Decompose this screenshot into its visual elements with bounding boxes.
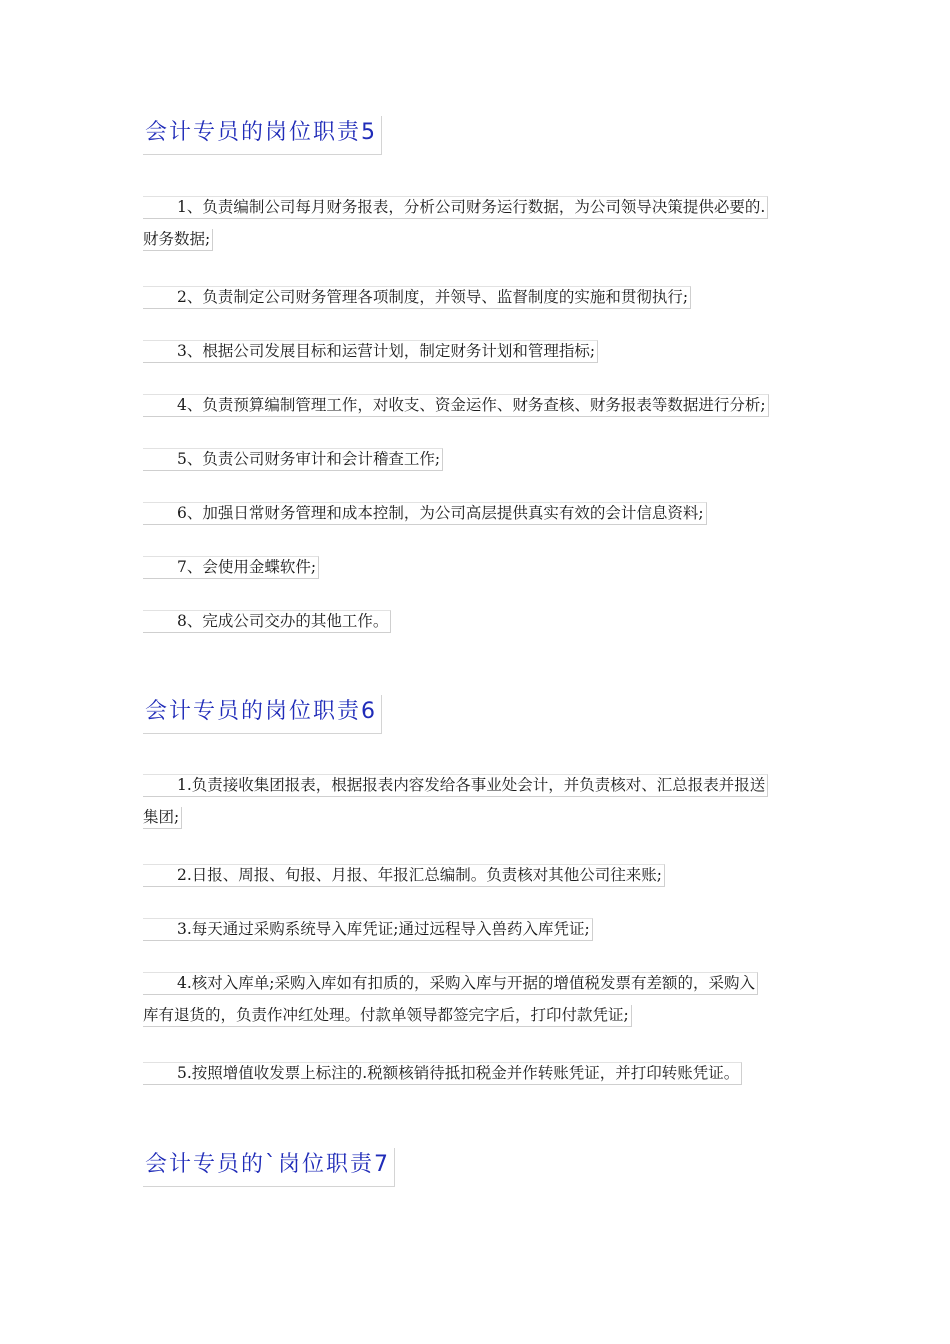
paragraph-5-8 bbox=[143, 610, 391, 633]
paragraph-line: 4.核对入库单;采购入库如有扣质的，采购入库与开据的增值税发票有差额的，采购入 bbox=[143, 972, 758, 995]
paragraph-line: 1.负责接收集团报表，根据报表内容发给各事业处会计，并负责核对、汇总报表并报送 bbox=[143, 774, 768, 797]
paragraph-5-3 bbox=[143, 340, 598, 363]
paragraph-6-1 bbox=[143, 774, 768, 829]
paragraph-line: 财务数据; bbox=[143, 229, 213, 251]
paragraph-line: 2.日报、周报、旬报、月报、年报汇总编制。负责核对其他公司往来账; bbox=[143, 864, 665, 887]
paragraph-5-5 bbox=[143, 448, 443, 471]
paragraph-5-2 bbox=[143, 286, 691, 309]
paragraph-6-3 bbox=[143, 918, 593, 941]
paragraph-line: 5、负责公司财务审计和会计稽查工作; bbox=[143, 448, 443, 471]
paragraph-line: 库有退货的，负责作冲红处理。付款单领导都签完字后，打印付款凭证; bbox=[143, 1005, 632, 1027]
paragraph-line: 3.每天通过采购系统导入库凭证;通过远程导入兽药入库凭证; bbox=[143, 918, 593, 941]
section-heading-6: 会计专员的岗位职责6 bbox=[143, 695, 382, 734]
paragraph-line: 4、负责预算编制管理工作，对收支、资金运作、财务查核、财务报表等数据进行分析; bbox=[143, 394, 769, 417]
paragraph-6-2 bbox=[143, 864, 665, 887]
paragraph-line: 1、负责编制公司每月财务报表，分析公司财务运行数据，为公司领导决策提供必要的. bbox=[143, 196, 768, 219]
paragraph-line: 3、根据公司发展目标和运营计划，制定财务计划和管理指标; bbox=[143, 340, 598, 363]
section-heading-5: 会计专员的岗位职责5 bbox=[143, 116, 382, 155]
paragraph-5-6 bbox=[143, 502, 707, 525]
section-heading-7: 会计专员的`岗位职责7 bbox=[143, 1148, 395, 1187]
paragraph-line: 5.按照增值收发票上标注的.税额核销待抵扣税金并作转账凭证，并打印转账凭证。 bbox=[143, 1062, 742, 1085]
paragraph-line: 集团; bbox=[143, 807, 182, 829]
paragraph-line: 2、负责制定公司财务管理各项制度，并领导、监督制度的实施和贯彻执行; bbox=[143, 286, 691, 309]
paragraph-line: 6、加强日常财务管理和成本控制，为公司高层提供真实有效的会计信息资料; bbox=[143, 502, 707, 525]
paragraph-5-4 bbox=[143, 394, 769, 417]
paragraph-6-4 bbox=[143, 972, 758, 1027]
paragraph-line: 8、完成公司交办的其他工作。 bbox=[143, 610, 391, 633]
paragraph-line: 7、会使用金蝶软件; bbox=[143, 556, 319, 579]
paragraph-5-1 bbox=[143, 196, 768, 251]
paragraph-6-5 bbox=[143, 1062, 742, 1085]
paragraph-5-7 bbox=[143, 556, 319, 579]
